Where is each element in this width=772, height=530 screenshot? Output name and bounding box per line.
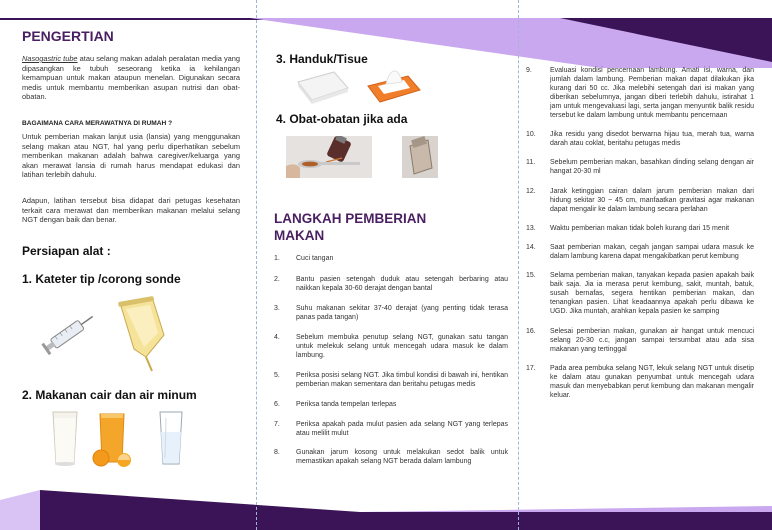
step-text: Waktu pemberian makan tidak boleh kurang dari 15 menit xyxy=(550,225,730,232)
step-item xyxy=(526,66,754,120)
langkah-title-line2: MAKAN xyxy=(274,228,325,243)
step-item xyxy=(274,275,508,293)
medicine-spoon-icon xyxy=(286,136,372,178)
column-langkah-lanjutan xyxy=(522,0,772,530)
column-langkah xyxy=(262,0,517,530)
step-number: 15. xyxy=(526,272,536,279)
step-item xyxy=(526,364,754,400)
step-item xyxy=(526,224,754,233)
step-text: Sebelum membuka penutup selang NGT, gunakan satu tangan untuk melekuk selang untuk mencegah udara masuk ke dalam lambung. xyxy=(296,334,508,359)
prep-item-4: 4. Obat-obatan jika ada xyxy=(276,112,408,126)
step-text: Periksa tanda tempelan terlepas xyxy=(296,401,397,408)
step-number: 10. xyxy=(526,131,536,138)
step-text: Sebelum pemberian makan, basahkan dinding selang dengan air hangat 20-30 ml xyxy=(550,159,754,175)
langkah-title-line1: LANGKAH PEMBERIAN xyxy=(274,211,427,226)
step-number: 6. xyxy=(274,401,280,408)
step-item xyxy=(274,333,508,360)
steps-list-2 xyxy=(526,66,754,406)
step-text: Cuci tangan xyxy=(296,255,334,262)
syringe-icon xyxy=(40,305,100,361)
step-text: Periksa posisi selang NGT. Jika timbul kondisi di bawah ini, hentikan pemberian makan sementara dan beritahu petugas medis xyxy=(296,372,508,388)
training-paragraph: Adapun, latihan tersebut bisa didapat dari petugas kesehatan terkait cara merawat dan memberikan makanan melalui selang NGT dengan baik dan benar. xyxy=(22,196,240,225)
step-number: 5. xyxy=(274,372,280,379)
step-number: 11. xyxy=(526,159,536,166)
prep-item-3: 3. Handuk/Tisue xyxy=(276,52,368,66)
langkah-title xyxy=(274,210,426,244)
step-text: Jika residu yang disedot berwarna hijau tua, merah tua, warna darah atau coklat, beritahu petugas medis xyxy=(550,131,754,147)
column-pengertian xyxy=(0,0,250,530)
step-item xyxy=(526,243,754,261)
step-number: 7. xyxy=(274,421,280,428)
column-divider-right xyxy=(518,0,519,530)
intro-paragraph xyxy=(22,54,240,102)
step-text: Selesai pemberian makan, gunakan air hangat untuk mencuci selang 20-30 c.c, jangan sampai tersumbat atau ada sisa makanan yang tertinggal xyxy=(550,328,754,353)
prep-title: Persiapan alat : xyxy=(22,244,111,258)
step-number: 12. xyxy=(526,188,536,195)
step-number: 9. xyxy=(526,67,532,74)
intro-rest: atau selang makan adalah peralatan media yang dipasangkan ke tubuh seseorang ketika ia kehilangan kemampuan untuk makan ataupun menelan. Digunakan secara medis untuk membantu memberikan asupan nutrisi dan obat-obatan. xyxy=(22,54,240,102)
steps-list-1 xyxy=(274,254,508,474)
step-number: 1. xyxy=(274,255,280,262)
step-number: 14. xyxy=(526,244,536,251)
care-paragraph: Untuk pemberian makan lanjut usia (lansia) yang menggunakan selang makan atau NGT, hal yang perlu diperhatikan sebelum memberikan makanan adalah bahwa caregiver/keluarga yang akan merawat lansia di rumah harus mendapat edukasi dan latihan terlebih dahulu. xyxy=(22,132,240,180)
step-text: Evaluasi kondisi pencernaan lambung. Amati isi, warna, dan jumlah dalam lambung. Pemberian makan dapat dilakukan jika kurang dari 50 cc. Jika melebihi setengah dari isi makan yang diberikan sebelumnya, jangan diberi terlebih dahulu, istirahat 1 jam untuk mengevaluasi lagi, serta jangan menyuntik balik residu tersebut ke dalam lambung untuk membantu pencernaan xyxy=(550,67,754,119)
care-subheading: BAGAIMANA CARA MERAWATNYA DI RUMAH ? xyxy=(22,120,173,127)
medicine-bottle-icon xyxy=(402,136,438,178)
prep-item-1: 1. Kateter tip /corong sonde xyxy=(22,272,181,286)
step-number: 8. xyxy=(274,449,280,456)
step-item xyxy=(274,420,508,438)
step-item xyxy=(526,187,754,214)
step-item xyxy=(526,130,754,148)
step-number: 17. xyxy=(526,365,536,372)
towel-icon xyxy=(294,68,350,106)
pengertian-title: PENGERTIAN xyxy=(22,28,114,44)
step-text: Gunakan jarum kosong untuk melakukan sedot balik untuk memastikan apakah selang NGT berada dalam lambung xyxy=(296,449,508,465)
water-glass-icon xyxy=(158,410,184,466)
step-item xyxy=(274,371,508,389)
step-item xyxy=(526,158,754,176)
step-text: Periksa apakah pada mulut pasien ada selang NGT yang terlepas atau melilit mulut xyxy=(296,421,508,437)
feeding-funnel-icon xyxy=(112,295,172,373)
step-number: 16. xyxy=(526,328,536,335)
step-text: Selama pemberian makan, tanyakan kepada pasien apakah baik baik saja. Jia ia merasa perut kembung, sakit, muntah, batuk, susah bernafas, segera hentikan pemberian makan, dan tenangkan pasien. Lihat keadaannya apakah perlu dibawa ke UGD. Jika muntah, arahkan kepala pasien ke samping xyxy=(550,272,754,315)
intro-term: Nasogastric tube xyxy=(22,54,78,63)
step-item xyxy=(274,400,508,409)
step-text: Bantu pasien setengah duduk atau setengah berbaring atau naikkan kepala 30-60 derajat dengan bantal xyxy=(296,276,508,292)
milk-glass-icon xyxy=(50,410,80,466)
step-text: Jarak ketinggian cairan dalam jarum pemberian makan dari hidung sekitar 30 ~ 45 cm, manfaatkan gravitasi agar makanan dapat mengalir ke dalam lambung secara perlahan xyxy=(550,188,754,213)
tissue-pack-icon xyxy=(364,64,422,106)
step-text: Suhu makanan sekitar 37-40 derajat (yang penting tidak terasa panas pada tangan) xyxy=(296,305,508,321)
step-item xyxy=(526,271,754,316)
step-item xyxy=(526,327,754,354)
step-number: 13. xyxy=(526,225,536,232)
step-number: 3. xyxy=(274,305,280,312)
step-text: Saat pemberian makan, cegah jangan sampai udara masuk ke dalam lambung karena dapat mengakibatkan perut kembung xyxy=(550,244,754,260)
column-divider-left xyxy=(256,0,257,530)
step-number: 4. xyxy=(274,334,280,341)
step-item xyxy=(274,448,508,466)
prep-item-2: 2. Makanan cair dan air minum xyxy=(22,388,197,402)
step-item xyxy=(274,304,508,322)
orange-juice-icon xyxy=(92,412,132,468)
step-item xyxy=(274,254,508,263)
step-text: Pada area pembuka selang NGT, lekuk selang NGT untuk disetip ke dalam atau gunakan penyumbat untuk mencegah udara masuk dan menyebabkan perut kembung dan makanan mengalir keluar. xyxy=(550,365,754,399)
step-number: 2. xyxy=(274,276,280,283)
